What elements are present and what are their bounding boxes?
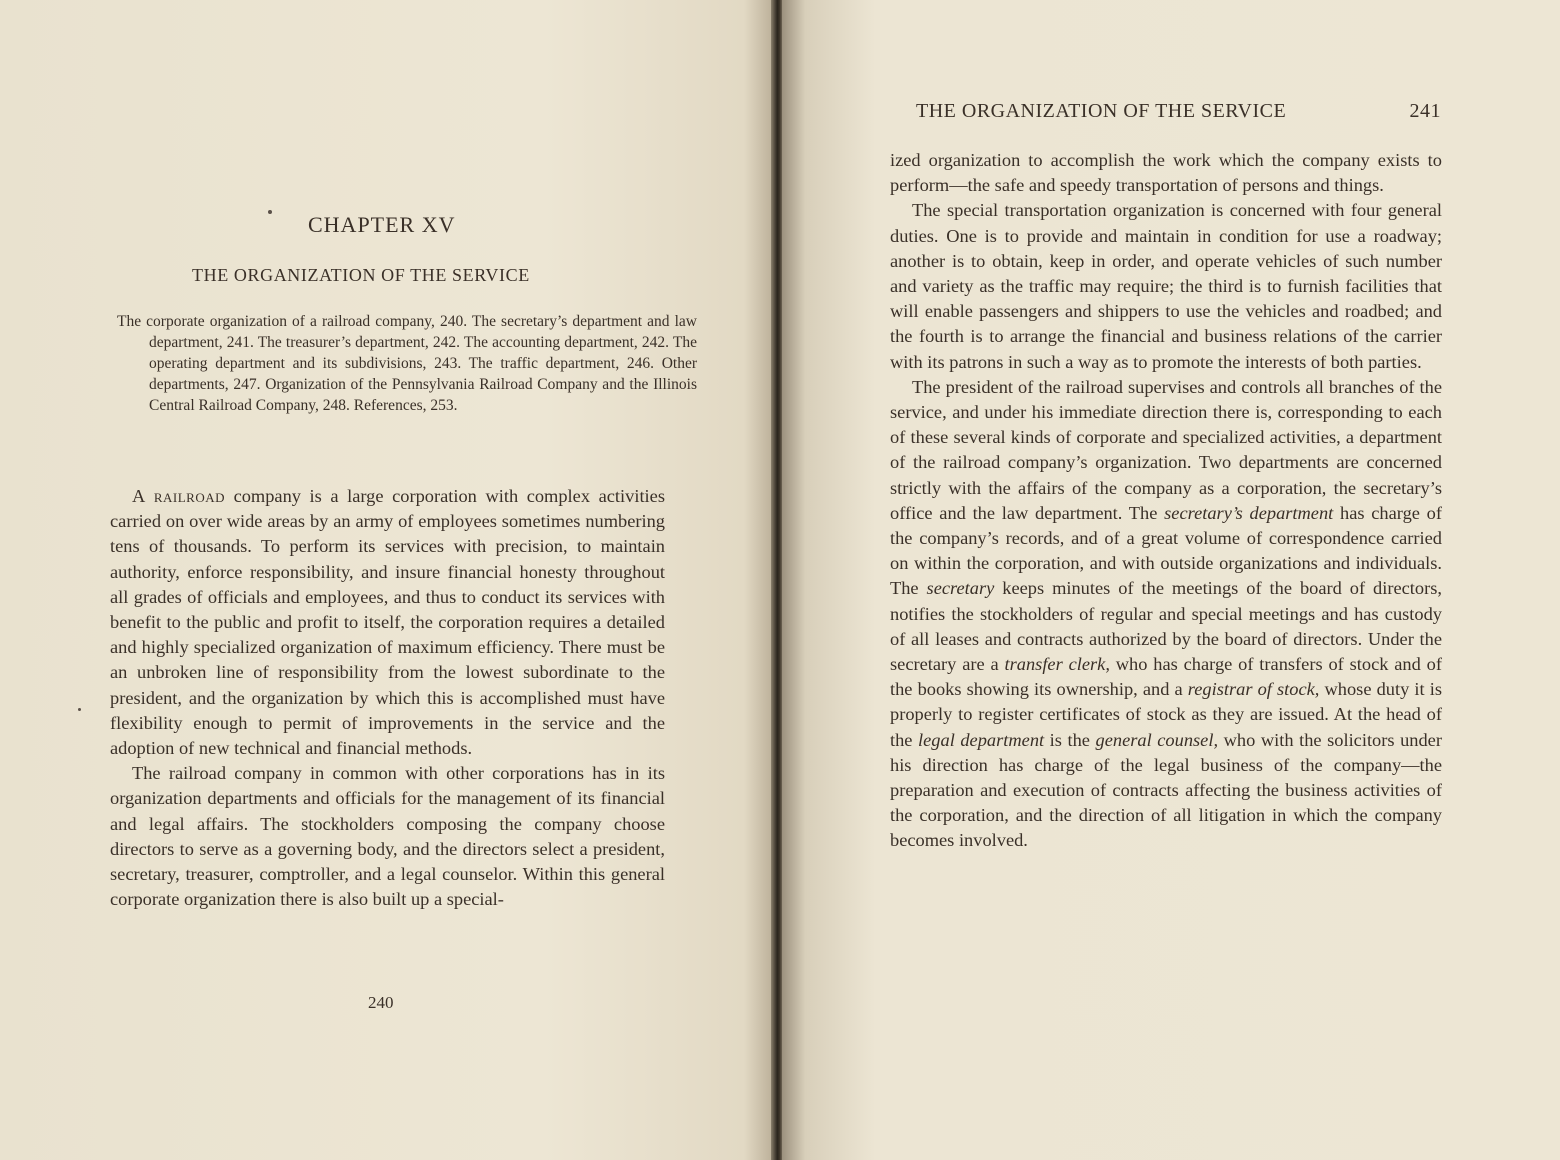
text-run: has charge of the company’s records, and of a great volume of correspondence carried on within the corporation, and with outside organizations and individuals. The bbox=[890, 502, 1442, 599]
text-run: who has charge of transfers of stock and of the books showing its ownership, and a bbox=[890, 654, 1442, 700]
page-number-right: 241 bbox=[1409, 100, 1441, 122]
text-run: keeps minutes of the meetings of the board of directors, notifies the stockholders of regular and special meetings and has custody of all leases and contracts authorized by the board of directors. Under the secretary are a bbox=[890, 578, 1442, 675]
text-run: The president of the railroad supervises and controls all branches of the service, and under his immediate direction there is, corresponding to each of these several kinds of corporate and specialized activities, a department of the railroad company’s organization. Two departments are concerned strictly with the affairs of the company as a corporation, the secretary’s office and the law department. The bbox=[890, 376, 1442, 523]
print-speck bbox=[78, 708, 81, 711]
italic-term: general counsel, bbox=[1095, 729, 1219, 750]
paragraph: ized organization to accomplish the work which the company exists to perform—the safe and speedy transportation of persons and things. bbox=[890, 150, 1442, 196]
running-head bbox=[916, 100, 1441, 123]
print-speck bbox=[268, 210, 272, 214]
italic-term: secretary’s department bbox=[1164, 502, 1334, 523]
italic-term: transfer clerk, bbox=[1004, 654, 1110, 675]
italic-term: registrar of stock, bbox=[1187, 679, 1320, 700]
chapter-number: CHAPTER XV bbox=[308, 212, 456, 237]
paragraph: The special transportation organization is concerned with four general duties. One is to provide and maintain in condition for use a roadway; another is to obtain, keep in order, and operate vehicles of such number and variety as the traffic may require; the third is to furnish facilities that will enable passengers and shippers to use the vehicles and roadbed; and the fourth is to arrange the financial and business relations of the carrier with its patrons in such a way as to promote the interests of both parties. bbox=[890, 200, 1442, 372]
chapter-summary: The corporate organization of a railroad company, 240. The secretary’s department and law department, 241. The treasurer’s department, 242. The accounting department, 242. The operating department and its subdivisions, 243. The traffic department, 246. Other departments, 247. Organization of the Pennsylvania Railroad Company and the Illinois Central Railroad Company, 248. References, 253. bbox=[117, 313, 697, 414]
right-body-text bbox=[890, 148, 1442, 854]
running-head-title: THE ORGANIZATION OF THE SERVICE bbox=[916, 100, 1287, 122]
lead-in: A railroad bbox=[132, 486, 225, 506]
page-number-left: 240 bbox=[368, 993, 394, 1012]
text-run: is the bbox=[1044, 729, 1096, 750]
text-run: whose duty it is properly to register certificates of stock as they are issued. At the head of the bbox=[890, 679, 1442, 750]
text-run: who with the solicitors under his direction has charge of the legal business of the company—the preparation and execution of contracts affecting the business activities of the corporation, and the direction of all litigation in which the company becomes involved. bbox=[890, 729, 1442, 851]
chapter-title: THE ORGANIZATION OF THE SERVICE bbox=[192, 265, 530, 285]
left-page bbox=[0, 0, 775, 1160]
italic-term: secretary bbox=[926, 578, 995, 599]
paragraph-text: company is a large corporation with complex activities carried on over wide areas by an army of employees sometimes numbering tens of thousands. To perform its services with precision, to maintain authority, enforce responsibility, and insure financial honesty throughout all grades of officials and employees, and thus to conduct its services with benefit to the public and profit to itself, the corporation requires a detailed and highly specialized organization of maximum efficiency. There must be an unbroken line of responsibility from the lowest subordinate to the president, and the organization by which this is accomplished must have flexibility enough to permit of improvements in the service and the adoption of new technical and financial methods. bbox=[110, 486, 665, 759]
paragraph: The railroad company in common with other corporations has in its organization departments and officials for the management of its financial and legal affairs. The stockholders composing the company choose directors to serve as a governing body, and the directors select a president, secretary, treasurer, comptroller, and a legal counselor. Within this general corporate organization there is also built up a special- bbox=[110, 763, 665, 910]
left-body-text bbox=[110, 484, 665, 912]
italic-term: legal department bbox=[918, 729, 1045, 750]
paragraph bbox=[890, 375, 1442, 854]
paragraph bbox=[110, 484, 665, 761]
